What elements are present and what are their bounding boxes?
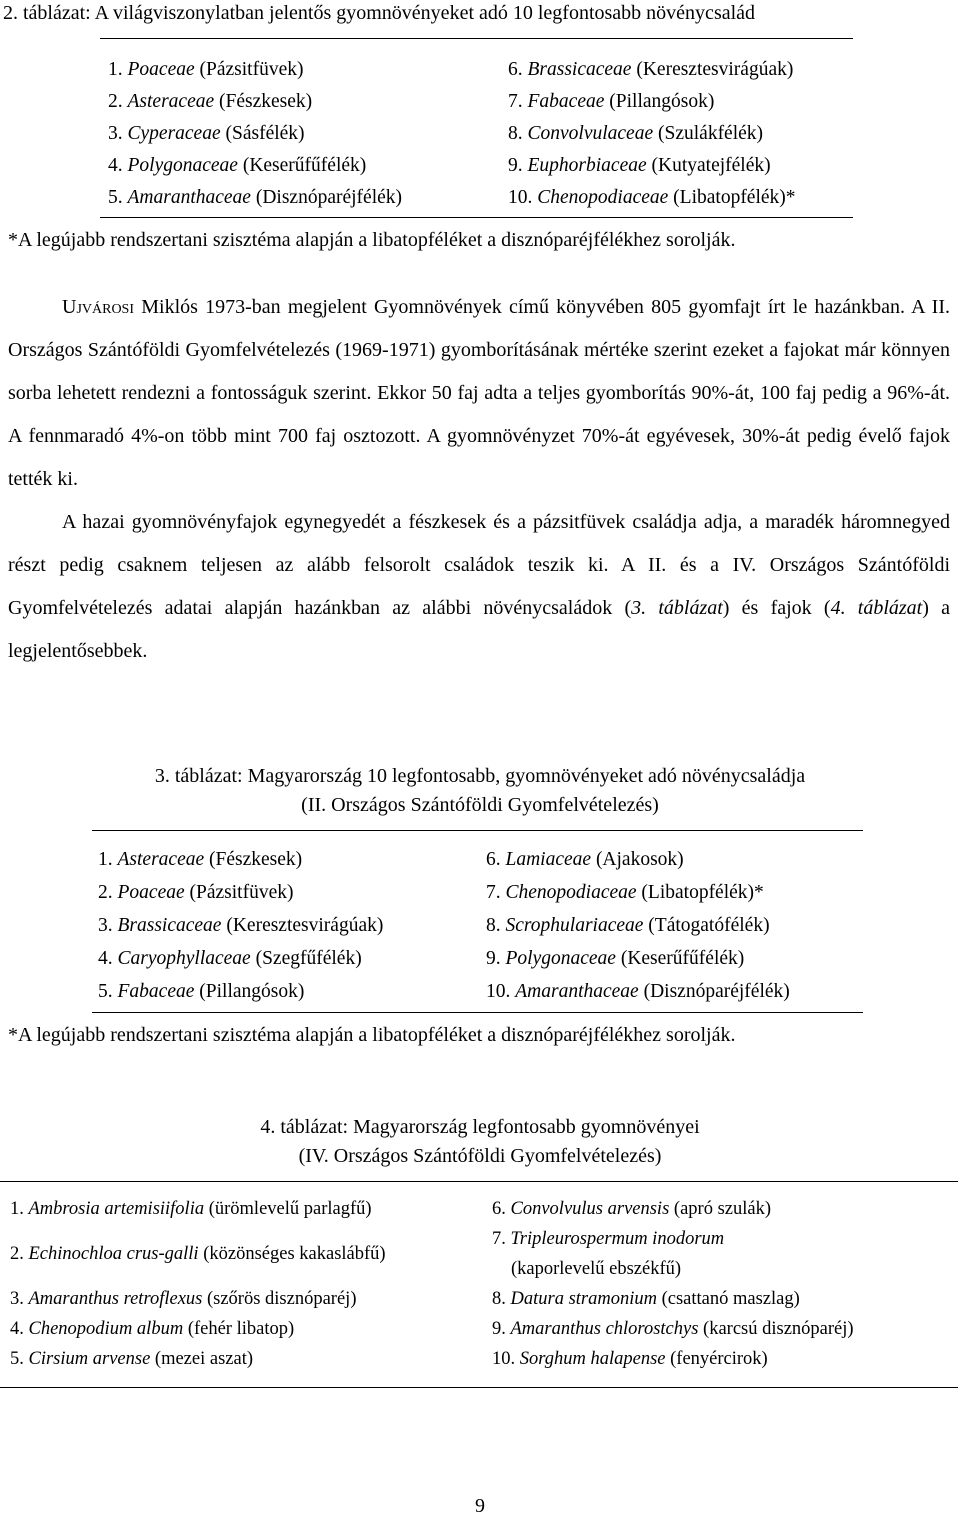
list-item: 4. Polygonaceae (Keserűfűfélék) bbox=[108, 155, 367, 176]
list-item: 7. Fabaceae (Pillangósok) bbox=[508, 91, 715, 112]
list-item: 10. Amaranthaceae (Disznóparéjfélék) bbox=[486, 981, 790, 1002]
list-item: 1. Poaceae (Pázsitfüvek) bbox=[108, 59, 304, 80]
table2-top-rule bbox=[100, 38, 853, 39]
table4-bottom-rule bbox=[0, 1387, 958, 1388]
list-item: 8. Scrophulariaceae (Tátogatófélék) bbox=[486, 915, 770, 936]
paragraph-1: Ujvárosi Miklós 1973-ban megjelent Gyomnövények című könyvében 805 gyomfajt írt le hazánkban. A II. Országos Szántóföldi Gyomfelvételezés (1969-1971) gyomborításának mértéke szerint ezeket a fajokat már könnyen sorba lehetett rendezni a fontosságuk szerint. Ekkor 50 faj adta a teljes gyomborítás 90%-át, 100 faj pedig a 96%-át. A fennmaradó 4%-on több mint 700 faj osztozott. A gyomnövényzet 70%-át egyévesek, 30%-át pedig évelő fajok tették ki. bbox=[8, 296, 950, 490]
table4-title-line1: 4. táblázat: Magyarország legfontosabb gyomnövényei bbox=[260, 1116, 700, 1138]
paragraph-2: A hazai gyomnövényfajok egynegyedét a fészkesek és a pázsitfüvek családja adja, a maradék háromnegyed részt pedig csaknem teljesen az alább felsorolt családok teszik ki. A II. és a IV. Országos Szántóföldi Gyomfelvételezés adatai alapján hazánkban az alábbi növénycsaládok (3. táblázat) és fajok (4. táblázat) a legjelentősebbek. bbox=[8, 511, 951, 662]
list-item: 9. Euphorbiaceae (Kutyatejfélék) bbox=[508, 155, 771, 176]
body-text bbox=[8, 286, 950, 673]
list-item: 4. Caryophyllaceae (Szegfűfélék) bbox=[98, 948, 362, 969]
table3-left-column bbox=[98, 843, 383, 1008]
table2-title: 2. táblázat: A világviszonylatban jelentős gyomnövényeket adó 10 legfontosabb növénycsalád bbox=[3, 2, 756, 24]
list-item: 8. Datura stramonium (csattanó maszlag) bbox=[492, 1289, 800, 1309]
table3-bottom-rule bbox=[92, 1012, 863, 1013]
list-item: 3. Cyperaceae (Sásfélék) bbox=[108, 123, 305, 144]
table2-bottom-rule bbox=[100, 217, 853, 218]
list-item: 5. Amaranthaceae (Disznóparéjfélék) bbox=[108, 187, 403, 208]
table4-right-column bbox=[492, 1194, 854, 1374]
list-item: 6. Convolvulus arvensis (apró szulák) bbox=[492, 1199, 771, 1219]
list-item: 2. Echinochloa crus-galli (közönséges kakaslábfű) bbox=[10, 1244, 386, 1264]
list-item: 4. Chenopodium album (fehér libatop) bbox=[10, 1319, 295, 1339]
table3-title-line1: 3. táblázat: Magyarország 10 legfontosabb, gyomnövényeket adó növénycsaládja bbox=[154, 765, 806, 787]
list-item: 6. Brassicaceae (Keresztesvirágúak) bbox=[508, 59, 794, 80]
table4-title-line2: (IV. Országos Szántóföldi Gyomfelvételezés) bbox=[298, 1145, 662, 1167]
table2-footnote: *A legújabb rendszertani szisztéma alapján a libatopféléket a disznóparéjfélékhez sorolják. bbox=[8, 229, 736, 251]
table3-footnote: *A legújabb rendszertani szisztéma alapján a libatopféléket a disznóparéjfélékhez sorolják. bbox=[8, 1024, 736, 1046]
list-item: 5. Fabaceae (Pillangósok) bbox=[98, 981, 305, 1002]
author-name: Ujvárosi bbox=[62, 296, 135, 318]
list-item: 10. Chenopodiaceae (Libatopfélék)* bbox=[508, 187, 796, 208]
list-item: 3. Amaranthus retroflexus (szőrös disznóparéj) bbox=[10, 1289, 357, 1309]
table4-top-rule bbox=[0, 1181, 958, 1182]
list-item: 8. Convolvulaceae (Szulákfélék) bbox=[508, 123, 764, 144]
list-item: 1. Ambrosia artemisiifolia (ürömlevelű parlagfű) bbox=[10, 1199, 372, 1219]
list-item: 3. Brassicaceae (Keresztesvirágúak) bbox=[98, 915, 384, 936]
list-item: 2. Asteraceae (Fészkesek) bbox=[108, 91, 313, 112]
list-item: 9. Polygonaceae (Keserűfűfélék) bbox=[486, 948, 745, 969]
table3-right-column bbox=[486, 843, 790, 1008]
list-item: 2. Poaceae (Pázsitfüvek) bbox=[98, 882, 294, 903]
list-item: 7. Chenopodiaceae (Libatopfélék)* bbox=[486, 882, 764, 903]
list-item: 10. Sorghum halapense (fenyércirok) bbox=[492, 1349, 768, 1369]
table3-top-rule bbox=[92, 830, 863, 831]
list-item: 9. Amaranthus chlorostchys (karcsú disznóparéj) bbox=[492, 1319, 854, 1339]
list-item: 6. Lamiaceae (Ajakosok) bbox=[486, 849, 684, 870]
list-item: 7. Tripleurospermum inodorum (kaporlevelű ebszékfű) bbox=[492, 1229, 725, 1279]
table4-left-column bbox=[10, 1194, 386, 1374]
list-item: 1. Asteraceae (Fészkesek) bbox=[98, 849, 303, 870]
table3-title-line2: (II. Országos Szántóföldi Gyomfelvételezés) bbox=[301, 794, 659, 816]
page-number: 9 bbox=[475, 1495, 485, 1517]
list-item: 5. Cirsium arvense (mezei aszat) bbox=[10, 1349, 254, 1369]
